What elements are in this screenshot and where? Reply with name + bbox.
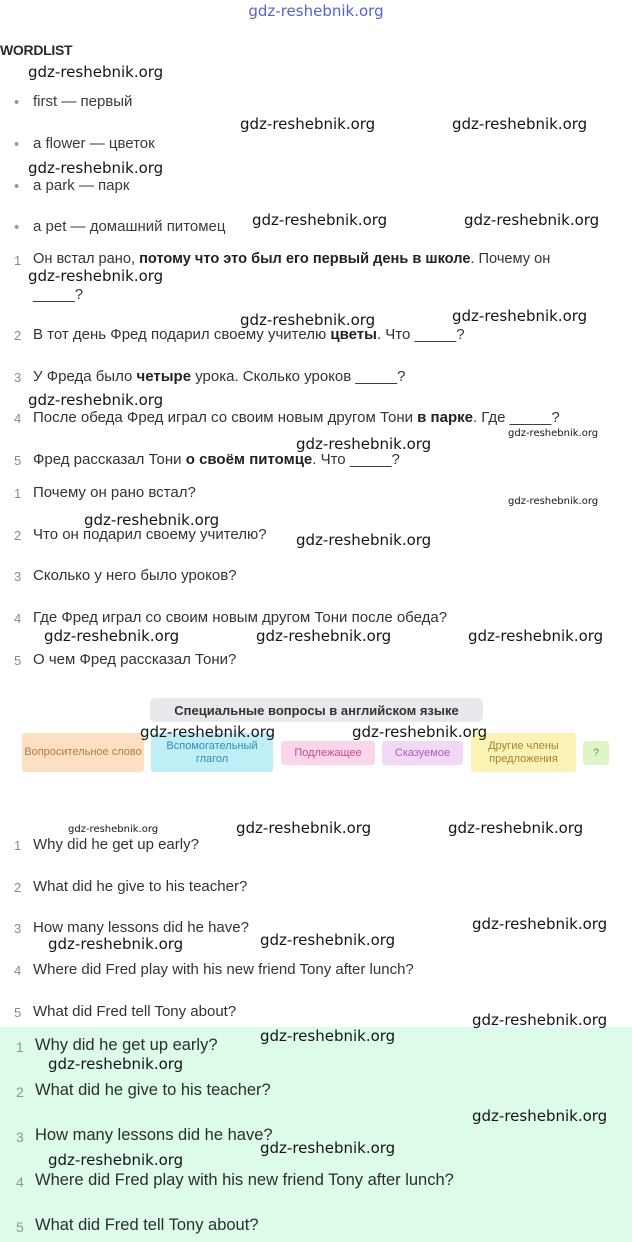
item-number: 2 [14,528,22,543]
watermark: gdz-reshebnik.org [260,1139,396,1157]
watermark: gdz-reshebnik.org [472,1107,608,1125]
watermark: gdz-reshebnik.org [256,627,392,645]
watermark: gdz-reshebnik.org [472,1011,608,1029]
bullet: • [14,94,20,111]
watermark: gdz-reshebnik.org [68,824,159,835]
statement-1: Он встал рано, потому что это был его первый день в школе. Почему он [33,251,551,267]
statement-5: Фред рассказал Тони о своём питомце. Что _____? [33,451,400,468]
item-number: 3 [16,1129,24,1145]
watermark: gdz-reshebnik.org [448,819,584,837]
wordlist-title: WORDLIST [0,42,73,58]
item-number: 1 [14,253,22,268]
item-number: 5 [14,653,22,668]
watermark: gdz-reshebnik.org [508,428,599,439]
watermark: gdz-reshebnik.org [296,531,432,549]
item-number: 3 [14,569,22,584]
statement-4: После обеда Фред играл со своим новым другом Тони в парке. Где _____? [33,409,560,426]
watermark: gdz-reshebnik.org [48,1055,184,1073]
answer-line: Where did Fred play with his new friend Tony after lunch? [35,1171,454,1189]
watermark: gdz-reshebnik.org [260,1027,396,1045]
russian-question: Что он подарил своему учителю? [33,526,267,543]
watermark: gdz-reshebnik.org [508,496,599,507]
bullet: • [14,219,20,236]
pill-auxiliary-verb: Вспомогательный глагол [151,733,273,772]
watermark: gdz-reshebnik.org [240,115,376,133]
watermark: gdz-reshebnik.org [28,391,164,409]
watermark: gdz-reshebnik.org [28,159,164,177]
watermark: gdz-reshebnik.org [260,931,396,949]
bullet: • [14,178,20,195]
watermark: gdz-reshebnik.org [28,267,164,285]
english-question: Where did Fred play with his new friend Tony after lunch? [33,961,414,978]
watermark: gdz-reshebnik.org [452,307,588,325]
item-number: 2 [14,880,22,895]
answer-line: What did Fred tell Tony about? [35,1216,259,1234]
watermark: gdz-reshebnik.org [464,211,600,229]
watermark: gdz-reshebnik.org [352,723,488,741]
item-number: 3 [14,370,22,385]
wordlist-item: a park — парк [33,177,130,194]
wordlist-item: first — первый [33,93,133,110]
site-header[interactable]: gdz-reshebnik.org [248,2,384,20]
russian-question: Где Фред играл со своим новым другом Тони после обеда? [33,609,448,626]
english-question: How many lessons did he have? [33,919,249,936]
watermark: gdz-reshebnik.org [468,627,604,645]
pill-question-mark: ? [583,741,609,765]
item-number: 4 [14,963,22,978]
watermark: gdz-reshebnik.org [236,819,372,837]
watermark: gdz-reshebnik.org [44,627,180,645]
russian-question: О чем Фред рассказал Тони? [33,651,237,668]
english-question: What did he give to his teacher? [33,878,248,895]
item-number: 5 [14,453,22,468]
russian-question: Сколько у него было уроков? [33,567,237,584]
diagram-header: Специальные вопросы в английском языке [150,698,483,722]
item-number: 2 [14,328,22,343]
pill-subject: Подлежащее [281,741,375,765]
answer-line: What did he give to his teacher? [35,1081,271,1099]
item-number: 1 [16,1039,24,1055]
statement-3: У Фреда было четыре урока. Сколько уроков _____? [33,368,406,385]
item-number: 4 [14,611,22,626]
watermark: gdz-reshebnik.org [28,63,164,81]
bullet: • [14,136,20,153]
pill-question-word: Вопросительное слово [22,733,144,772]
item-number: 5 [16,1219,24,1235]
watermark: gdz-reshebnik.org [296,435,432,453]
item-number: 2 [16,1084,24,1100]
item-number: 5 [14,1005,22,1020]
answer-line: How many lessons did he have? [35,1126,273,1144]
wordlist-item: a flower — цветок [33,135,155,152]
statement-2: В тот день Фред подарил своему учителю цветы. Что _____? [33,326,465,343]
item-number: 4 [16,1174,24,1190]
watermark: gdz-reshebnik.org [140,723,276,741]
watermark: gdz-reshebnik.org [84,511,220,529]
item-number: 1 [14,486,22,501]
watermark: gdz-reshebnik.org [472,915,608,933]
english-question: Why did he get up early? [33,836,199,853]
watermark: gdz-reshebnik.org [48,1151,184,1169]
pill-predicate: Сказуемое [382,741,463,765]
russian-question: Почему он рано встал? [33,484,196,501]
statement-1-continuation: _____? [33,286,84,303]
item-number: 3 [14,921,22,936]
wordlist-item: a pet — домашний питомец [33,218,226,235]
item-number: 1 [14,838,22,853]
watermark: gdz-reshebnik.org [240,311,376,329]
item-number: 4 [14,411,22,426]
english-question: What did Fred tell Tony about? [33,1003,237,1020]
watermark: gdz-reshebnik.org [252,211,388,229]
watermark: gdz-reshebnik.org [48,935,184,953]
watermark: gdz-reshebnik.org [452,115,588,133]
answer-line: Why did he get up early? [35,1036,218,1054]
pill-other-members: Другие члены предложения [471,733,576,772]
